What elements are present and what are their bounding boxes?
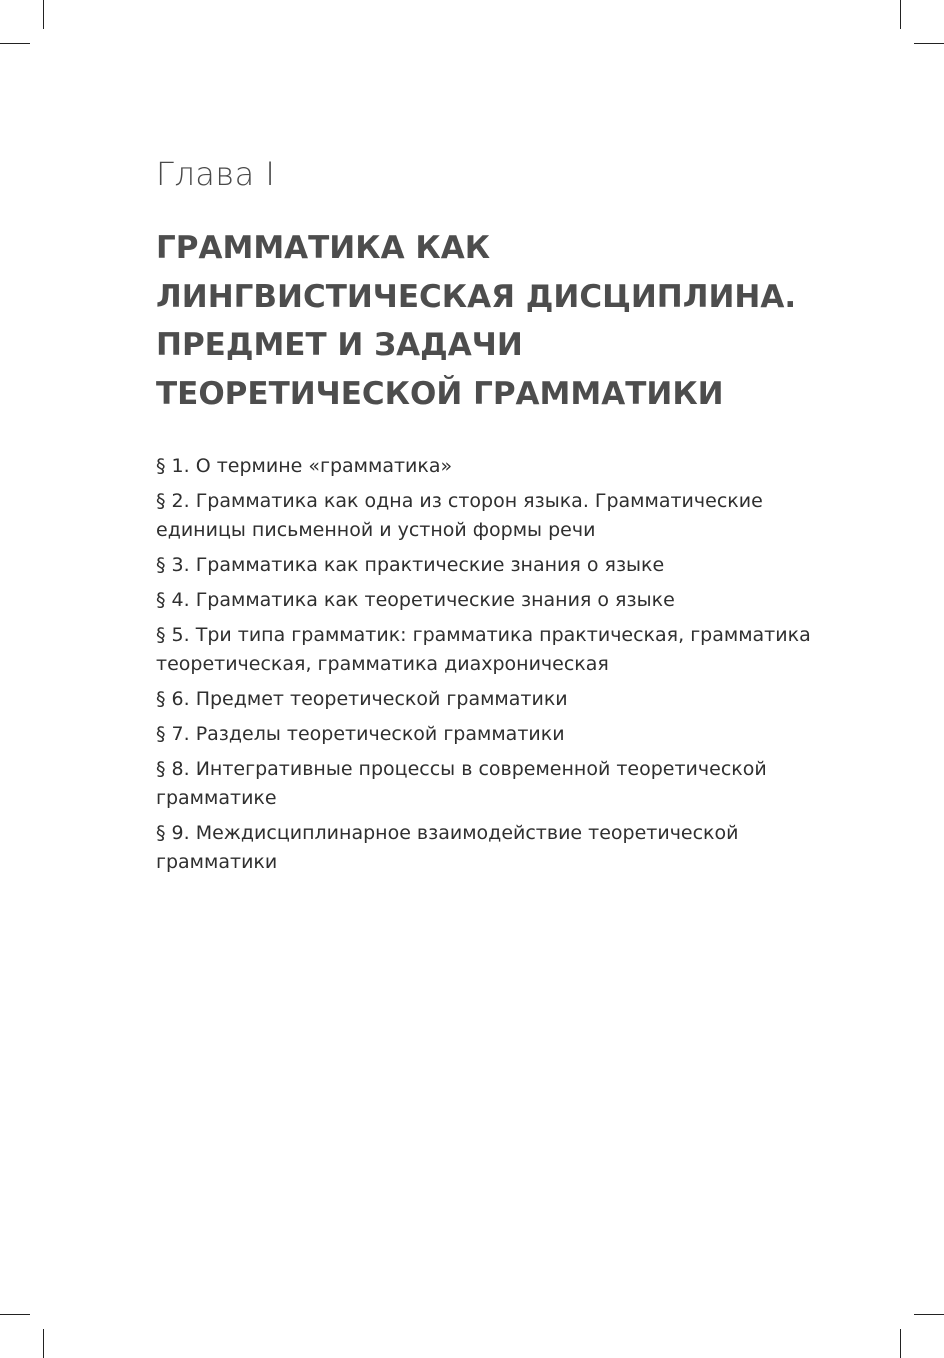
crop-mark-top-right-horizontal (914, 43, 944, 44)
crop-mark-bottom-left-vertical (43, 1329, 44, 1358)
toc-item-section-6: § 6. Предмет теоретической грамматики (156, 688, 568, 710)
toc-item-section-5: § 5. Три типа грамматик: грамматика практическая, грамматика теоретическая, грамматика диахроническая (156, 624, 811, 675)
crop-mark-top-right-vertical (900, 0, 901, 29)
chapter-title (156, 224, 836, 418)
crop-mark-bottom-right-horizontal (914, 1314, 944, 1315)
toc-item-section-3: § 3. Грамматика как практические знания о языке (156, 554, 665, 576)
toc-item-section-1: § 1. О термине «грамматика» (156, 455, 453, 477)
chapter-title-line: ТЕОРЕТИЧЕСКОЙ ГРАММАТИКИ (156, 375, 724, 412)
toc-item-section-7: § 7. Разделы теоретической грамматики (156, 723, 565, 745)
toc-item-section-4: § 4. Грамматика как теоретические знания о языке (156, 589, 675, 611)
chapter-title-line: ГРАММАТИКА КАК (156, 230, 491, 266)
crop-mark-top-left-horizontal (0, 43, 30, 44)
chapter-title-line: ПРЕДМЕТ И ЗАДАЧИ (156, 327, 523, 363)
toc-item-section-9: § 9. Междисциплинарное взаимодействие теоретической грамматики (156, 822, 739, 873)
chapter-title-line: ЛИНГВИСТИЧЕСКАЯ ДИСЦИПЛИНА. (156, 278, 797, 315)
crop-mark-bottom-left-horizontal (0, 1314, 30, 1315)
chapter-label: Глава I (156, 155, 276, 193)
crop-mark-bottom-right-vertical (900, 1329, 901, 1358)
toc-item-section-8: § 8. Интегративные процессы в современной теоретической грамматике (156, 758, 767, 809)
crop-mark-top-left-vertical (43, 0, 44, 29)
toc-item-section-2: § 2. Грамматика как одна из сторон языка. Грамматические единицы письменной и устной формы речи (156, 490, 763, 541)
chapter-contents-list (156, 452, 820, 883)
